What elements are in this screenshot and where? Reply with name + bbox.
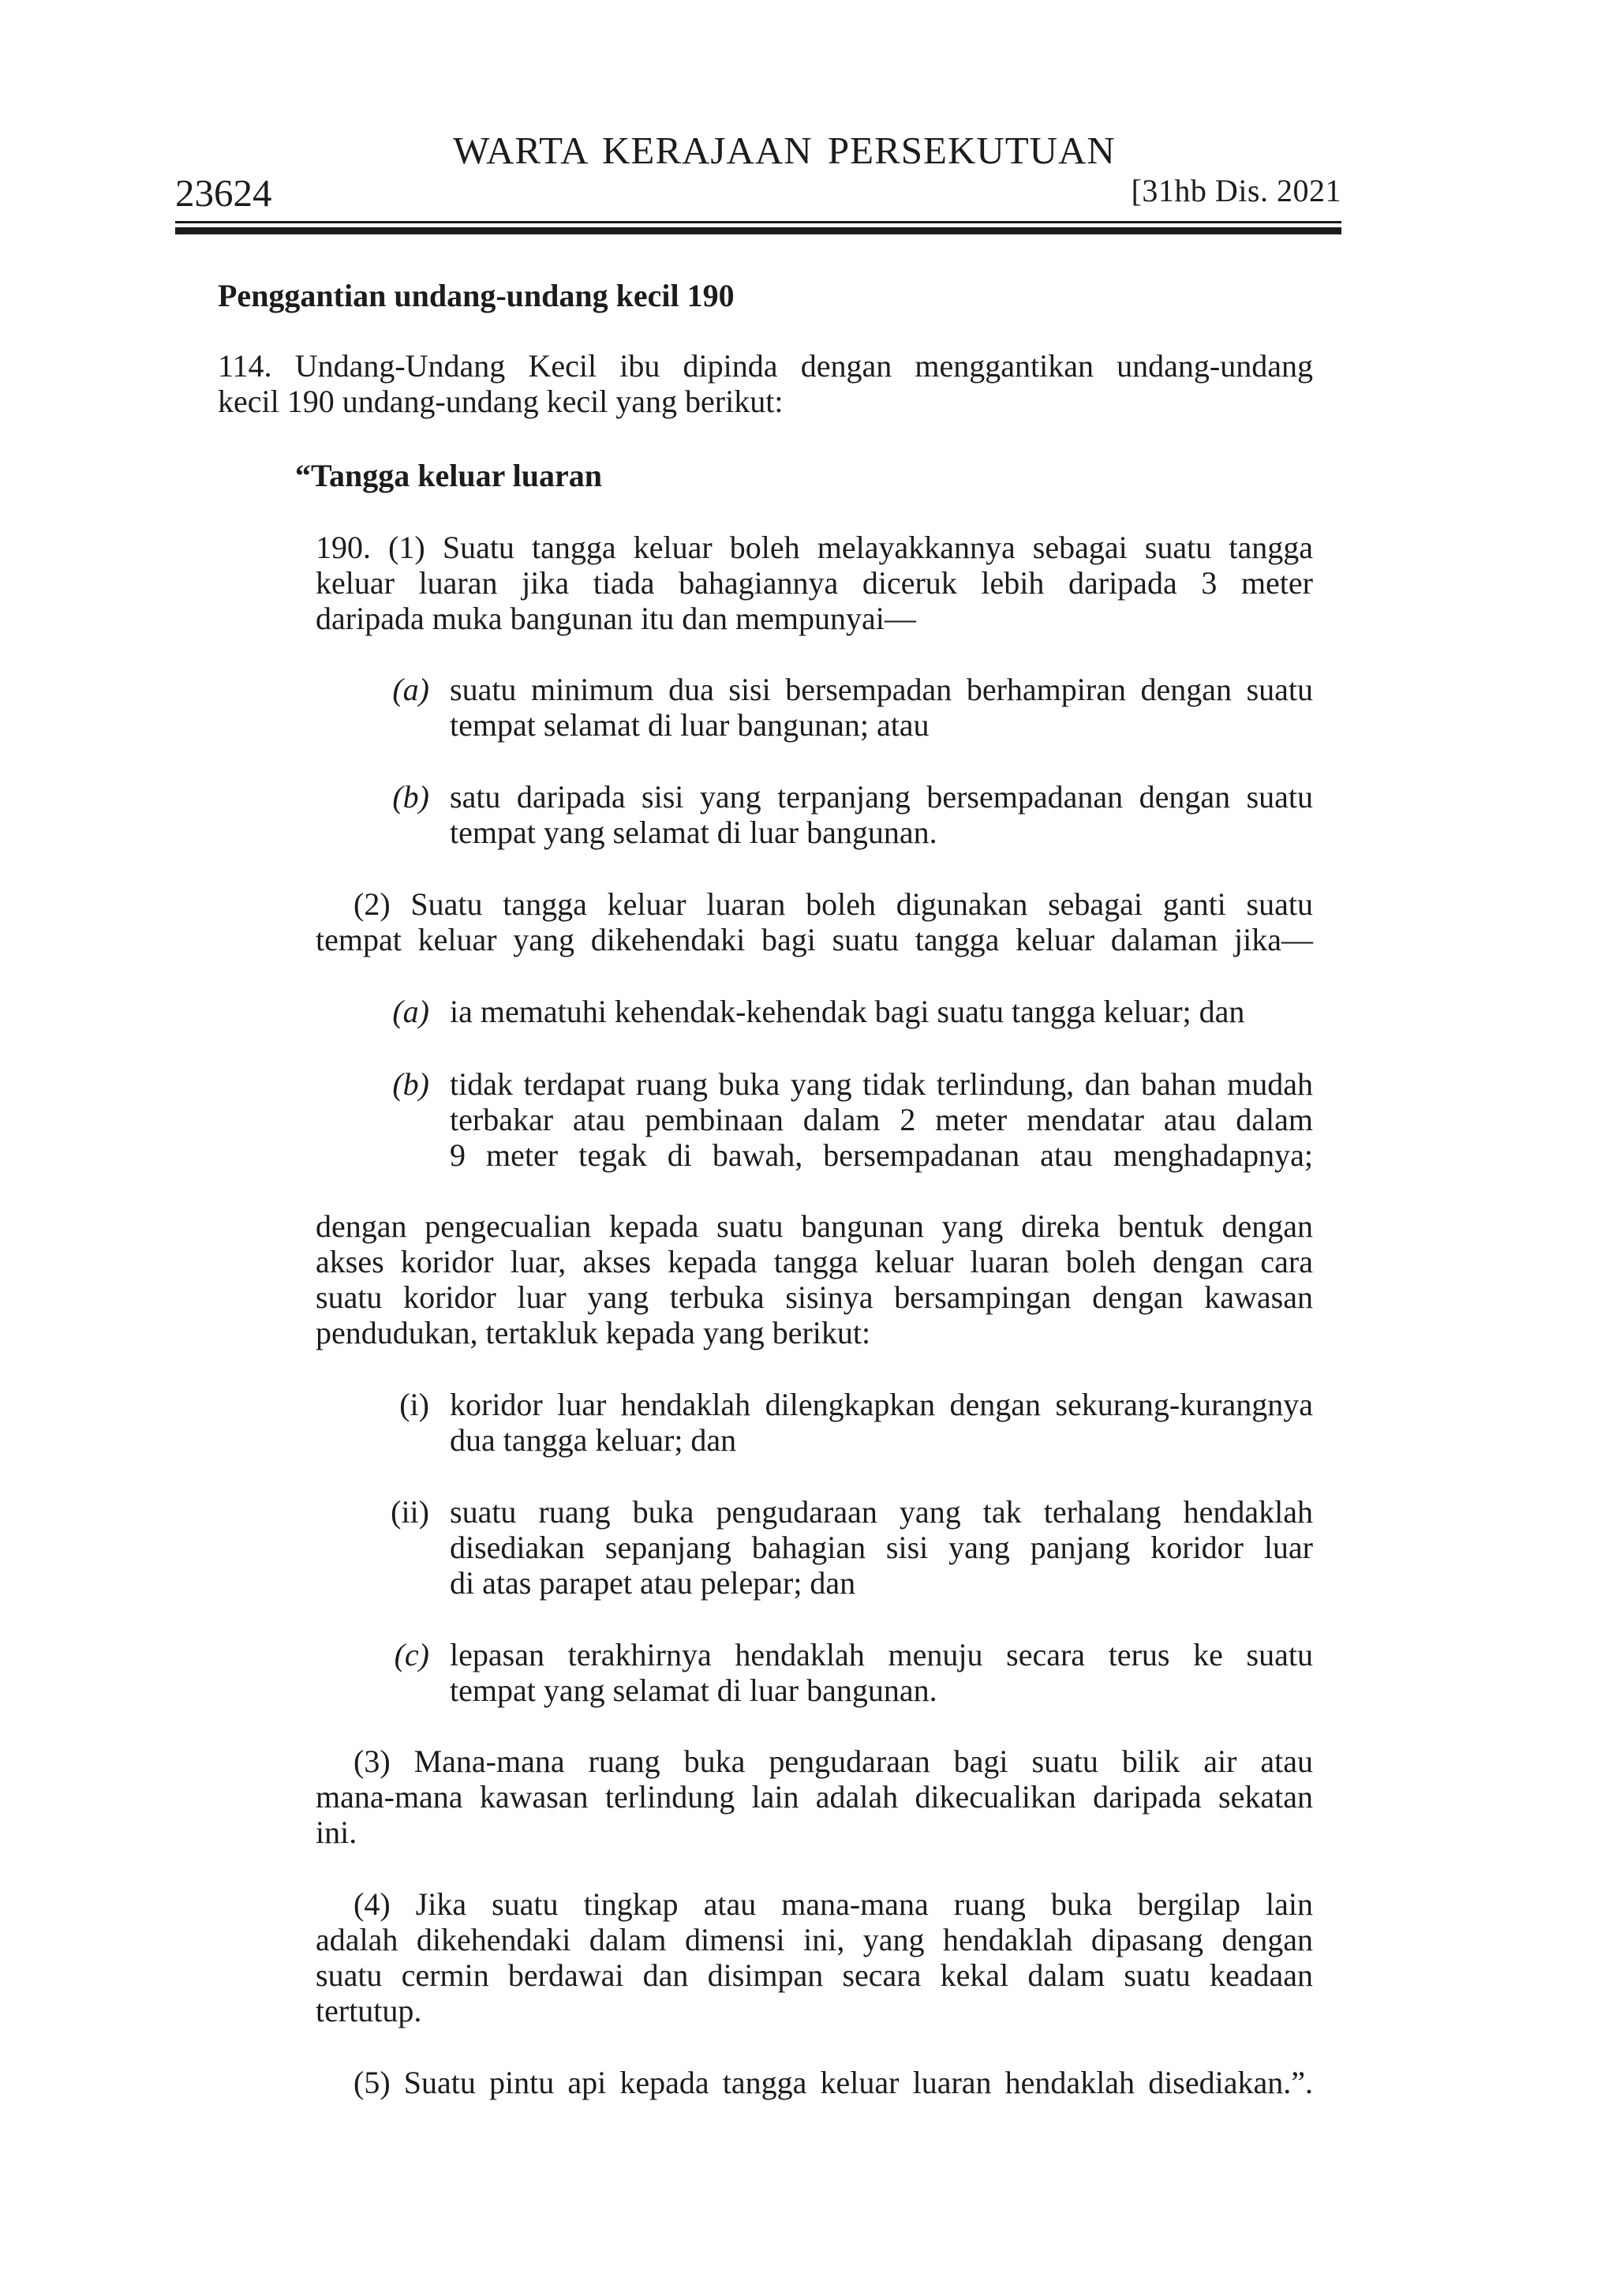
paragraph-line: (2) Suatu tangga keluar luaran boleh digunakan sebagai ganti suatu — [354, 886, 1313, 922]
item-line: ia mematuhi kehendak-kehendak bagi suatu tangga keluar; dan — [450, 994, 1245, 1029]
subsection-2-continuation — [316, 1208, 1313, 1350]
paragraph-line: adalah dikehendaki dalam dimensi ini, yang hendaklah dipasang dengan — [316, 1922, 1313, 1957]
subsection-5 — [316, 2065, 1313, 2100]
paragraph-line: pendudukan, tertakluk kepada yang berikut: — [316, 1315, 871, 1350]
paragraph-line: suatu koridor luar yang terbuka sisinya bersampingan dengan kawasan — [316, 1279, 1313, 1315]
list-item — [377, 1066, 1313, 1173]
item-marker: (a) — [392, 672, 429, 707]
item-marker: (b) — [392, 779, 429, 815]
list-item — [377, 779, 1313, 850]
paragraph-line: ini. — [316, 1815, 357, 1850]
subsection-4 — [316, 1886, 1313, 2028]
paragraph-line: (5) Suatu pintu api kepada tangga keluar luaran hendaklah disediakan.”. — [354, 2065, 1313, 2100]
item-line: 9 meter tegak di bawah, bersempadanan atau menghadapnya; — [450, 1137, 1313, 1173]
header-rule-thick — [175, 227, 1341, 234]
section-heading: Penggantian undang-undang kecil 190 — [218, 278, 735, 313]
item-line: di atas parapet atau pelepar; dan — [450, 1565, 856, 1601]
paragraph-line: dengan pengecualian kepada suatu bangunan yang direka bentuk dengan — [316, 1208, 1313, 1244]
paragraph-line: (3) Mana-mana ruang buka pengudaraan bagi suatu bilik air atau — [354, 1744, 1313, 1779]
list-item — [377, 1494, 1313, 1601]
paragraph-line: suatu cermin berdawai dan disimpan secara kekal dalam suatu keadaan — [316, 1957, 1313, 1993]
item-marker: (b) — [392, 1066, 429, 1102]
item-marker: (c) — [394, 1637, 429, 1672]
item-marker: (ii) — [391, 1494, 429, 1530]
item-line: tempat yang selamat di luar bangunan. — [450, 1672, 937, 1708]
item-line: satu daripada sisi yang terpanjang bersempadanan dengan suatu — [450, 779, 1313, 815]
issue-date: [31hb Dis. 2021 — [1131, 173, 1341, 208]
paragraph-line: keluar luaran jika tiada bahagiannya diceruk lebih daripada 3 meter — [316, 565, 1313, 601]
paragraph-line: mana-mana kawasan terlindung lain adalah dikecualikan daripada sekatan — [316, 1779, 1313, 1815]
paragraph-line: kecil 190 undang-undang kecil yang berikut: — [218, 384, 784, 419]
paragraph-line: 114. Undang-Undang Kecil ibu dipinda dengan menggantikan undang-undang — [218, 348, 1313, 384]
list-item — [377, 672, 1313, 743]
paragraph-line: tertutup. — [316, 1993, 422, 2028]
item-marker: (a) — [392, 994, 429, 1029]
item-line: suatu ruang buka pengudaraan yang tak terhalang hendaklah — [450, 1494, 1313, 1530]
paragraph-line: daripada muka bangunan itu dan mempunyai— — [316, 601, 916, 636]
item-line: tempat selamat di luar bangunan; atau — [450, 707, 930, 743]
item-line: lepasan terakhirnya hendaklah menuju secara terus ke suatu — [450, 1637, 1313, 1672]
item-line: dua tangga keluar; dan — [450, 1422, 737, 1458]
item-marker: (i) — [399, 1387, 429, 1422]
paragraph-114 — [218, 348, 1313, 419]
subsection-3 — [316, 1744, 1313, 1850]
subsection-2 — [316, 886, 1313, 957]
item-line: terbakar atau pembinaan dalam 2 meter mendatar atau dalam — [450, 1102, 1313, 1137]
list-item — [377, 1637, 1313, 1708]
page-number: 23624 — [175, 171, 272, 215]
item-line: disediakan sepanjang bahagian sisi yang panjang koridor luar — [450, 1530, 1313, 1565]
gazette-title: WARTA KERAJAAN PERSEKUTUAN — [453, 129, 1116, 172]
item-line: tidak terdapat ruang buka yang tidak terlindung, dan bahan mudah — [450, 1066, 1313, 1102]
item-line: koridor luar hendaklah dilengkapkan dengan sekurang-kurangnya — [450, 1387, 1313, 1422]
paragraph-line: tempat keluar yang dikehendaki bagi suatu tangga keluar dalaman jika— — [316, 922, 1313, 957]
paragraph-line: akses koridor luar, akses kepada tangga keluar luaran boleh dengan cara — [316, 1244, 1313, 1279]
paragraph-line: (4) Jika suatu tingkap atau mana-mana ruang buka bergilap lain — [354, 1886, 1313, 1922]
paragraph-line: 190. (1) Suatu tangga keluar boleh melayakkannya sebagai suatu tangga — [316, 530, 1313, 565]
subsection-heading: “Tangga keluar luaran — [295, 458, 603, 493]
list-item — [377, 994, 1313, 1029]
list-item — [377, 1387, 1313, 1458]
item-line: tempat yang selamat di luar bangunan. — [450, 815, 937, 850]
subsection-1 — [316, 530, 1313, 636]
item-line: suatu minimum dua sisi bersempadan berhampiran dengan suatu — [450, 672, 1313, 707]
header-rule-thin — [175, 221, 1341, 223]
